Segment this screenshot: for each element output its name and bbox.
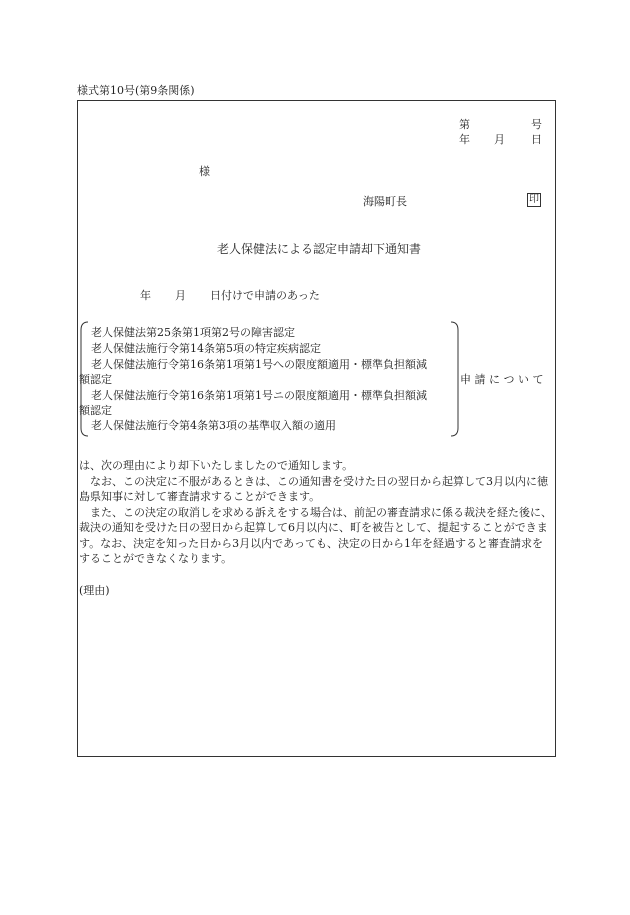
reason-label: (理由) [79, 584, 110, 597]
seal-mark: 印 [529, 194, 539, 205]
form-number-label: 様式第10号(第9条関係) [77, 84, 195, 97]
date-year: 年 [459, 133, 470, 146]
doc-number-dai: 第 [459, 118, 470, 131]
list-item: 額認定 [79, 404, 112, 417]
list-item: 額認定 [79, 373, 112, 386]
list-item: 老人保健法第25条第1項第2号の障害認定 [91, 326, 295, 339]
document-title: 老人保健法による認定申請却下通知書 [217, 242, 422, 256]
list-item: 老人保健法施行令第16条第1項第1号への限度額適用・標準負担額減 [91, 358, 427, 371]
application-year: 年 [140, 289, 151, 302]
addressee-suffix: 様 [199, 165, 210, 178]
application-suffix: 日付けで申請のあった [210, 289, 320, 302]
list-item: 老人保健法施行令第16条第1項第1号ニの限度額適用・標準負担額減 [91, 389, 427, 402]
doc-number-go: 号 [531, 118, 542, 131]
date-month: 月 [494, 133, 505, 146]
paragraph-rejection: は、次の理由により却下いたしましたので通知します。 [79, 459, 354, 472]
list-item: 老人保健法施行令第4条第3項の基準収入額の適用 [91, 419, 336, 432]
paragraph-appeal: なお、この決定に不服があるときは、この通知書を受けた日の翌日から起算して3月以内に徳島県知事に対して審査請求することができます。 [79, 475, 548, 504]
application-month: 月 [175, 289, 186, 302]
application-label: 申 請 に つ い て [460, 373, 544, 386]
list-item: 老人保健法施行令第14条第5項の特定疾病認定 [91, 342, 321, 355]
paragraph-lawsuit: また、この決定の取消しを求める訴えをする場合は、前記の審査請求に係る裁決を経た後に、裁決の通知を受けた日の翌日から起算して6月以内に、町を被告として、提起することができます。なお、決定を知った日から3月以内であっても、決定の日から1年を経過すると審査請求をすることができなくなります。 [79, 506, 552, 566]
issuer-name: 海陽町長 [363, 195, 407, 208]
date-day: 日 [531, 133, 542, 146]
